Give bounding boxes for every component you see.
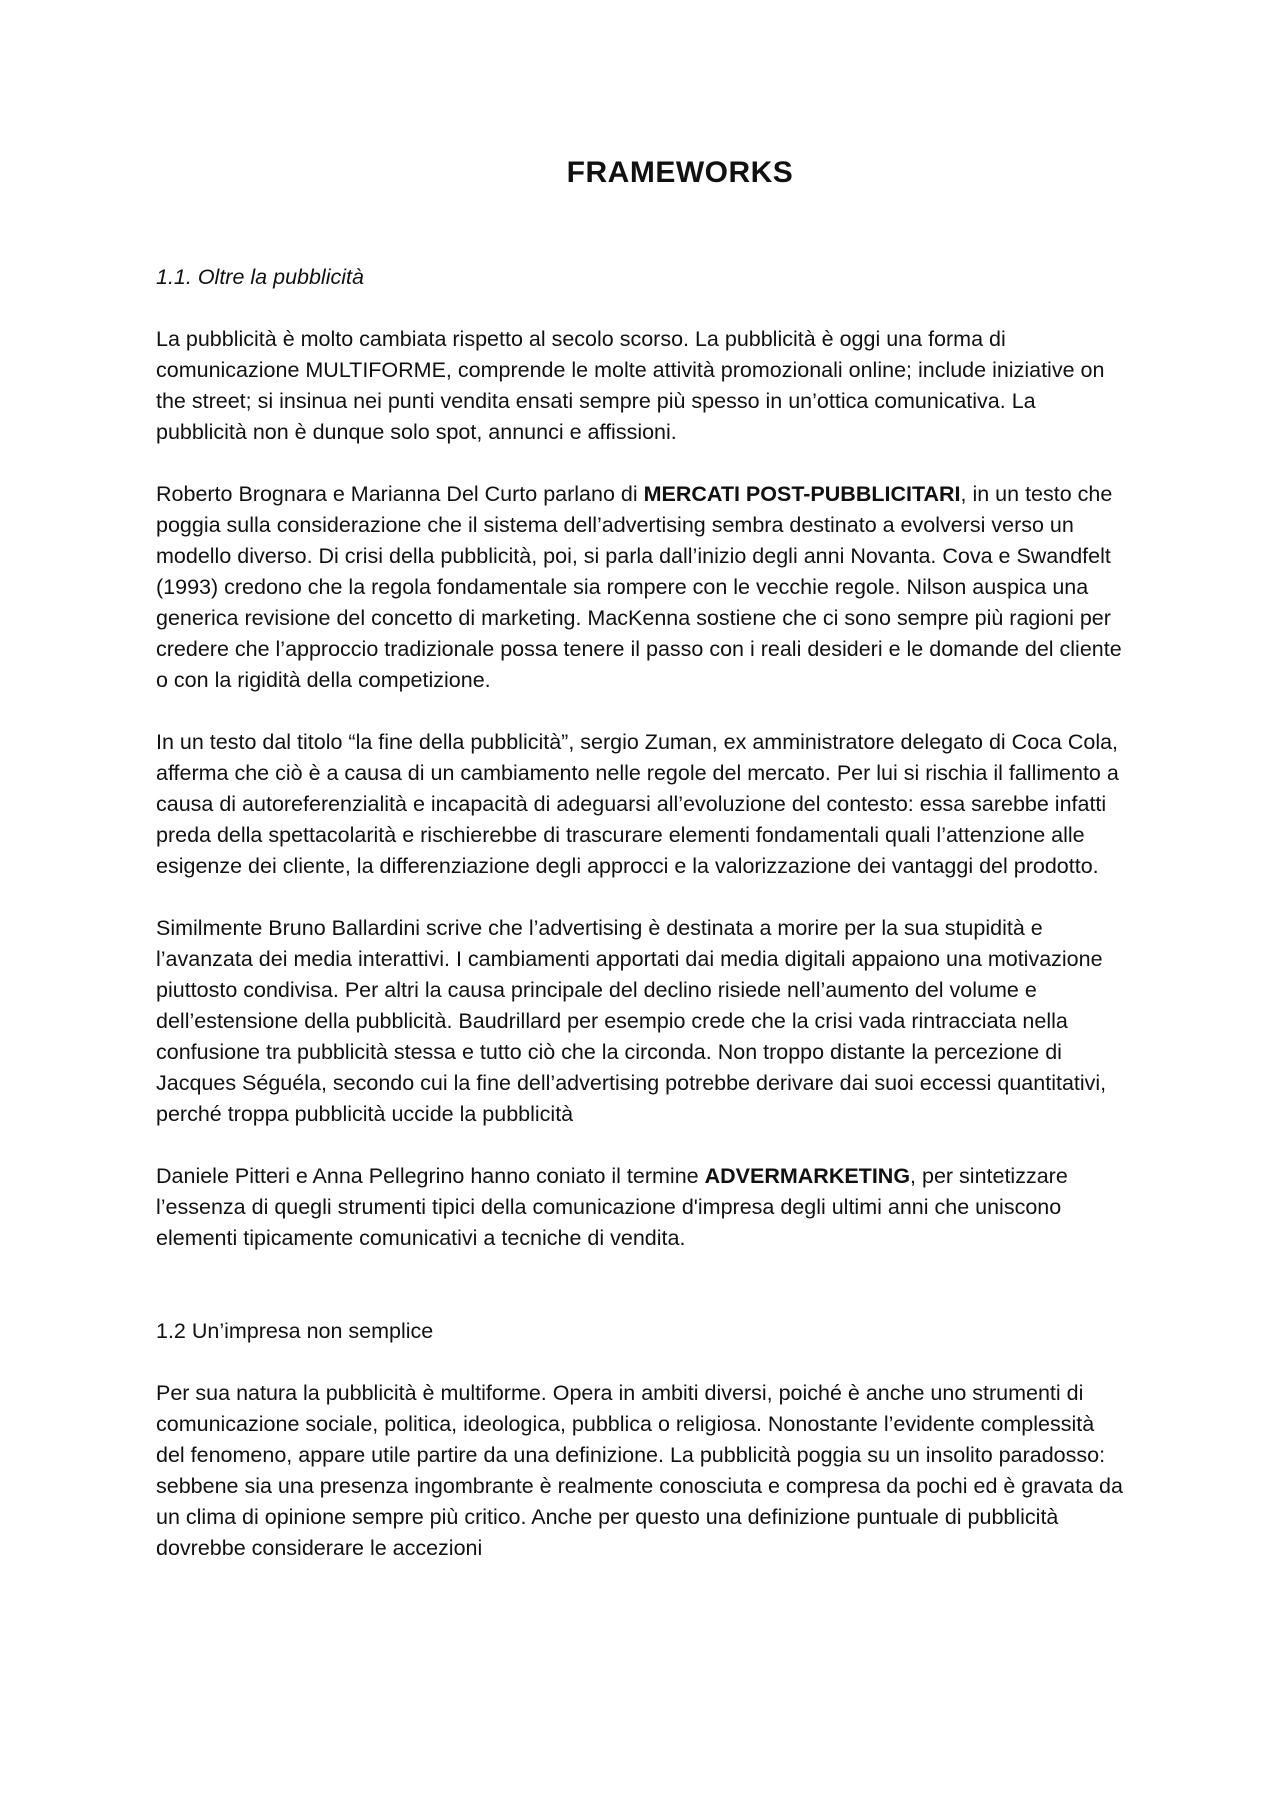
bold-term: ADVERMARKETING — [704, 1164, 911, 1188]
paragraph: La pubblicità è molto cambiata rispetto al secolo scorso. La pubblicità è oggi una forma di comunicazione MULTIFORME, comprende le molte attività promozionali online; include iniziative on the street; si insinua nei punti vendita ensati sempre più spesso in un’ottica comunicativa. La pubblicità non è dunque solo spot, annunci e affissioni. — [156, 327, 1105, 444]
paragraph-text: Roberto Brognara e Marianna Del Curto parlano di — [156, 482, 644, 506]
paragraph: Per sua natura la pubblicità è multiforme. Opera in ambiti diversi, poiché è anche uno strumenti di comunicazione sociale, politica, ideologica, pubblica o religiosa. Nonostante l’evidente complessità del fenomeno, appare utile partire da una definizione. La pubblicità poggia su un insolito paradosso: sebbene sia una presenza ingombrante è realmente conosciuta e compresa da pochi ed è gravata da un clima di opinione sempre più critico. Anche per questo una definizione puntuale di pubblicità dovrebbe considerare le accezioni — [156, 1381, 1123, 1560]
paragraph — [156, 479, 1126, 696]
paragraph-text: Daniele Pitteri e Anna Pellegrino hanno coniato il termine — [156, 1164, 705, 1188]
document-body — [156, 262, 1126, 1595]
paragraph — [156, 1161, 1126, 1254]
paragraph: In un testo dal titolo “la fine della pubblicità”, sergio Zuman, ex amministratore delegato di Coca Cola, afferma che ciò è a causa di un cambiamento nelle regole del mercato. Per lui si rischia il fallimento a causa di autoreferenzialità e incapacità di adeguarsi all’evoluzione del contesto: essa sarebbe infatti preda della spettacolarità e rischierebbe di trascurare elementi fondamentali quali l’attenzione alle esigenze dei cliente, la differenziazione degli approcci e la valorizzazione dei vantaggi del prodotto. — [156, 730, 1119, 878]
paragraph: Similmente Bruno Ballardini scrive che l’advertising è destinata a morire per la sua stupidità e l’avanzata dei media interattivi. I cambiamenti apportati dai media digitali appaiono una motivazione piuttosto condivisa. Per altri la causa principale del declino risiede nell’aumento del volume e dell’estensione della pubblicità. Baudrillard per esempio crede che la crisi vada rintracciata nella confusione tra pubblicità stessa e tutto ciò che la circonda. Non troppo distante la percezione di Jacques Séguéla, secondo cui la fine dell’advertising potrebbe derivare dai suoi eccessi quantitativi, perché troppa pubblicità uccide la pubblicità — [156, 916, 1107, 1126]
section-heading-1-2: 1.2 Un’impresa non semplice — [156, 1319, 434, 1343]
bold-term: MERCATI POST-PUBBLICITARI — [643, 482, 961, 506]
section-heading-1-1: 1.1. Oltre la pubblicità — [156, 265, 364, 289]
paragraph-text: , in un testo che poggia sulla considerazione che il sistema dell’advertising sembra destinato a evolversi verso un modello diverso. Di crisi della pubblicità, poi, si parla dall’inizio degli anni Novanta. Cova e Swandfelt (1993) credono che la regola fondamentale sia rompere con le vecchie regole. Nilson auspica una generica revisione del concetto di marketing. MacKenna sostiene che ci sono sempre più ragioni per credere che l’approccio tradizionale possa tenere il passo con i reali desideri e le domande del cliente o con la rigidità della competizione. — [156, 482, 1122, 692]
page-title: FRAMEWORKS — [566, 156, 794, 189]
paragraph-text: , per sintetizzare l’essenza di quegli strumenti tipici della comunicazione d'impresa degli ultimi anni che uniscono elementi tipicamente comunicativi a tecniche di vendita. — [156, 1164, 1068, 1250]
spacer — [156, 1285, 1126, 1316]
